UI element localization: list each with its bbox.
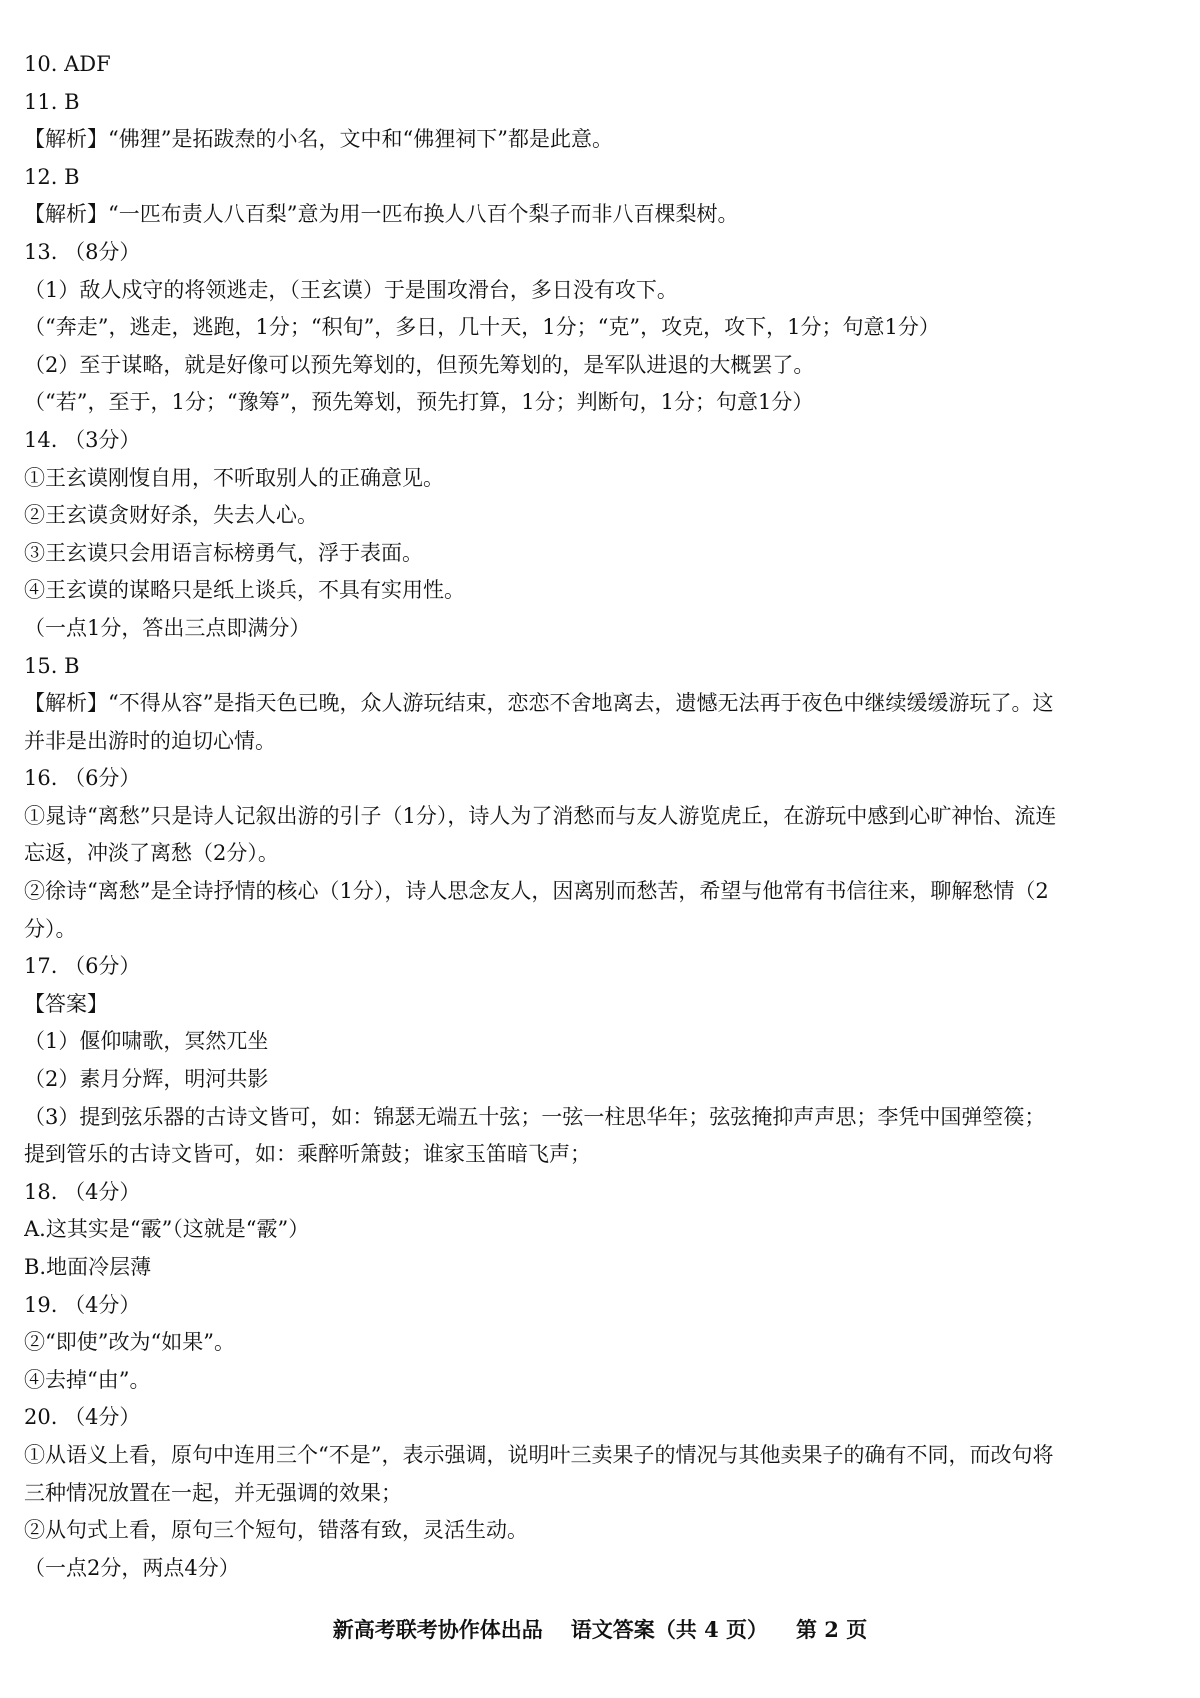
answer-line: 三种情况放置在一起，并无强调的效果；: [24, 1480, 402, 1505]
scoring-line: （一点1分，答出三点即满分）: [24, 615, 311, 640]
analysis-line: 并非是出游时的迫切心情。: [24, 728, 276, 753]
page-footer: [0, 1615, 1200, 1645]
answer-line: （3）提到弦乐器的古诗文皆可，如：锦瑟无端五十弦；一弦一柱思华年；弦弦掩抑声声思；李凭中国弹箜篌；: [24, 1104, 1046, 1129]
footer-page-number: 第 2 页: [796, 1617, 868, 1642]
answer-line: ③王玄谟只会用语言标榜勇气，浮于表面。: [24, 540, 423, 565]
footer-subject: 语文答案（共 4 页）: [570, 1617, 768, 1642]
answer-line: 分）。: [24, 916, 77, 941]
question-header: 19. （4分）: [24, 1292, 141, 1317]
answer-line: （2）素月分辉，明河共影: [24, 1067, 269, 1092]
question-header: 13. （8分）: [24, 239, 141, 264]
answer-line: B.地面冷层薄: [24, 1255, 152, 1279]
scoring-line: （“若”，至于，1分；“豫筹”，预先筹划，预先打算，1分；判断句，1分；句意1分）: [24, 390, 814, 415]
answer-line: 12. B: [24, 164, 80, 189]
answer-line: 11. B: [24, 89, 80, 114]
scoring-line: （一点2分，两点4分）: [24, 1555, 240, 1580]
answer-label: 【答案】: [24, 991, 108, 1016]
answer-line: （1）敌人戍守的将领逃走，（王玄谟）于是围攻滑台，多日没有攻下。: [24, 277, 678, 302]
answer-line: ①从语义上看，原句中连用三个“不是”，表示强调，说明叶三卖果子的情况与其他卖果子的确有不同，而改句将: [24, 1442, 1054, 1467]
scoring-line: （“奔走”，逃走，逃跑，1分；“积旬”，多日，几十天，1分；“克”，攻克，攻下，1分；句意1分）: [24, 315, 940, 340]
answer-line: 10. ADF: [24, 52, 111, 76]
answer-line: ①晁诗“离愁”只是诗人记叙出游的引子（1分），诗人为了消愁而与友人游览虎丘，在游玩中感到心旷神怡、流连: [24, 803, 1057, 828]
question-header: 16. （6分）: [24, 766, 141, 791]
answer-line: ②王玄谟贪财好杀，失去人心。: [24, 503, 318, 528]
answer-line: ②“即使”改为“如果”。: [24, 1330, 235, 1355]
answer-line: （1）偃仰啸歌，冥然兀坐: [24, 1029, 269, 1054]
analysis-line: 【解析】“一匹布责人八百梨”意为用一匹布换人八百个梨子而非八百棵梨树。: [24, 202, 739, 227]
answer-line: ④王玄谟的谋略只是纸上谈兵，不具有实用性。: [24, 578, 465, 603]
answer-line: 提到管乐的古诗文皆可，如：乘醉听箫鼓；谁家玉笛暗飞声；: [24, 1142, 591, 1167]
answer-content: [24, 46, 1174, 1587]
answer-line: ②从句式上看，原句三个短句，错落有致，灵活生动。: [24, 1518, 528, 1543]
question-header: 20. （4分）: [24, 1405, 141, 1430]
question-header: 14. （3分）: [24, 427, 141, 452]
analysis-line: 【解析】“不得从容”是指天色已晚，众人游玩结束，恋恋不舍地离去，遗憾无法再于夜色中继续缓缓游玩了。这: [24, 691, 1054, 716]
answer-line: ②徐诗“离愁”是全诗抒情的核心（1分），诗人思念友人，因离别而愁苦，希望与他常有书信往来，聊解愁情（2: [24, 879, 1049, 904]
answer-line: 15. B: [24, 653, 80, 678]
answer-line: （2）至于谋略，就是好像可以预先筹划的，但预先筹划的，是军队进退的大概罢了。: [24, 352, 815, 377]
footer-publisher: 新高考联考协作体出品: [332, 1617, 543, 1642]
answer-line: 忘返，冲淡了离愁（2分）。: [24, 841, 279, 866]
analysis-line: 【解析】“佛狸”是拓跋焘的小名，文中和“佛狸祠下”都是此意。: [24, 127, 613, 152]
question-header: 18. （4分）: [24, 1179, 141, 1204]
answer-line: A.这其实是“霰”（这就是“霰”）: [24, 1217, 310, 1242]
answer-line: ①王玄谟刚愎自用，不听取别人的正确意见。: [24, 465, 444, 490]
question-header: 17. （6分）: [24, 954, 141, 979]
answer-line: ④去掉“由”。: [24, 1367, 151, 1392]
